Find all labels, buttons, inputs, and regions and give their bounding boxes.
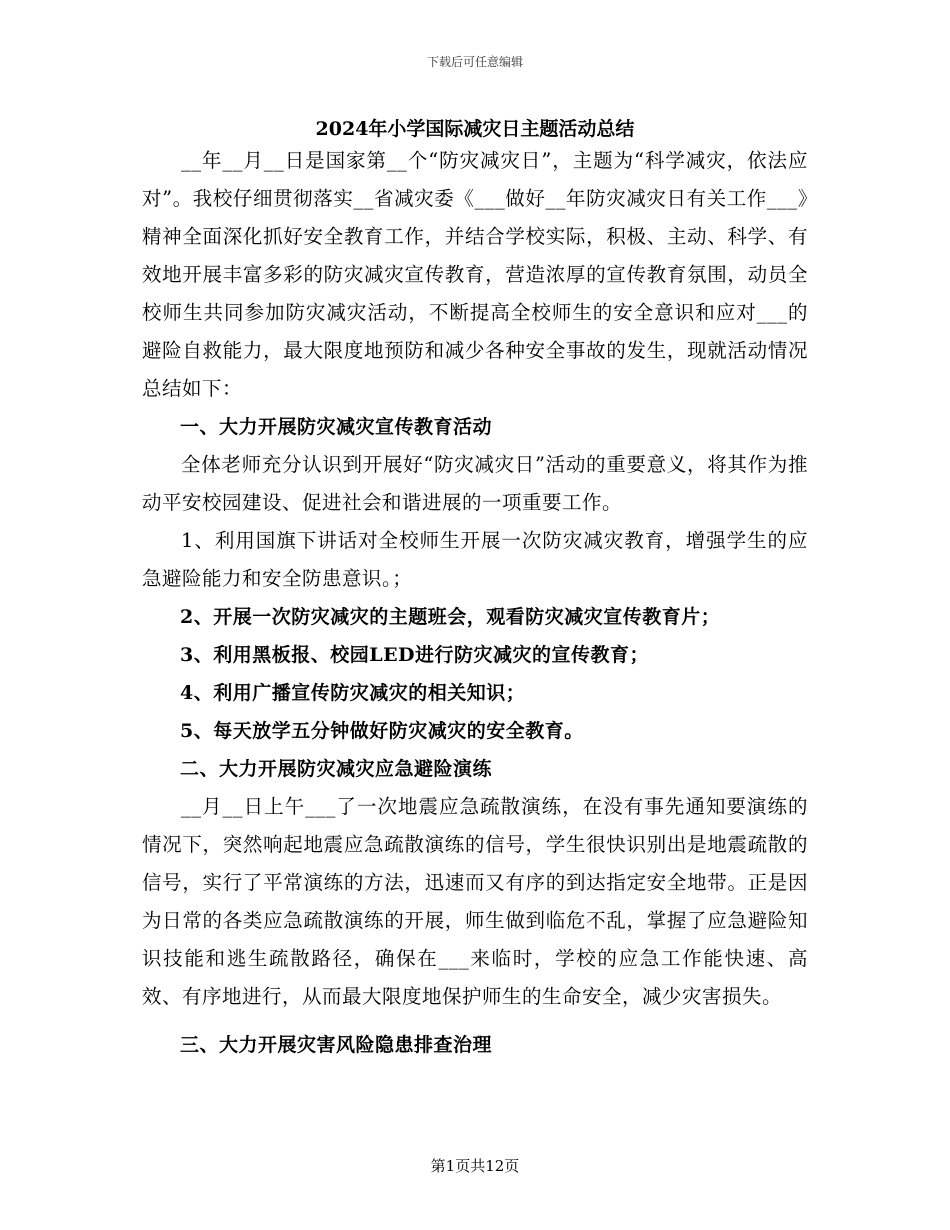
document-body xyxy=(142,142,808,1064)
section-heading-2: 二、大力开展防灾减灾应急避险演练 xyxy=(180,758,493,780)
page-number: 第1页共12页 xyxy=(430,1157,520,1175)
list-item-4: 4、利用广播宣传防灾减灾的相关知识； xyxy=(180,682,526,704)
document-title: 2024年小学国际减灾日主题活动总结 xyxy=(315,118,635,140)
list-item-2: 2、开展一次防灾减灾的主题班会，观看防灾减灾宣传教育片； xyxy=(180,606,721,628)
list-item-5: 5、每天放学五分钟做好防灾减灾的安全教育。 xyxy=(180,720,584,742)
header-note: 下载后可任意编辑 xyxy=(426,55,523,69)
list-item-3: 3、利用黑板报、校园LED进行防灾减灾的宣传教育； xyxy=(180,644,650,666)
section-heading-3: 三、大力开展灾害风险隐患排查治理 xyxy=(180,1034,493,1056)
section-1-paragraph: 全体老师充分认识到开展好“防灾减灾日”活动的重要意义，将其作为推动平安校园建设、促进社会和谐进展的一项重要工作。 xyxy=(142,453,808,514)
section-2-paragraph: __月__日上午___了一次地震应急疏散演练，在没有事先通知要演练的情况下，突然响起地震应急疏散演练的信号，学生很快识别出是地震疏散的信号，实行了平常演练的方法，迅速而又有序的到达指定安全地带。正是因为日常的各类应急疏散演练的开展，师生做到临危不乱，掌握了应急避险知识技能和逃生疏散路径，确保在___来临时，学校的应急工作能快速、高效、有序地进行，从而最大限度地保护师生的生命安全，减少灾害损失。 xyxy=(142,795,808,1008)
section-heading-1: 一、大力开展防灾减灾宣传教育活动 xyxy=(180,416,493,438)
intro-paragraph: __年__月__日是国家第__个“防灾减灾日”，主题为“科学减灾，依法应对”。我校仔细贯彻落实__省减灾委《___做好__年防灾减灾日有关工作___》精神全面深化抓好安全教育工作，并结合学校实际，积极、主动、科学、有效地开展丰富多彩的防灾减灾宣传教育，营造浓厚的宣传教育氛围，动员全校师生共同参加防灾减灾活动，不断提高全校师生的安全意识和应对___的避险自救能力，最大限度地预防和减少各种安全事故的发生，现就活动情况总结如下： xyxy=(142,149,808,400)
list-item-1: 1、利用国旗下讲话对全校师生开展一次防灾减灾教育，增强学生的应急避险能力和安全防患意识。； xyxy=(142,529,808,590)
